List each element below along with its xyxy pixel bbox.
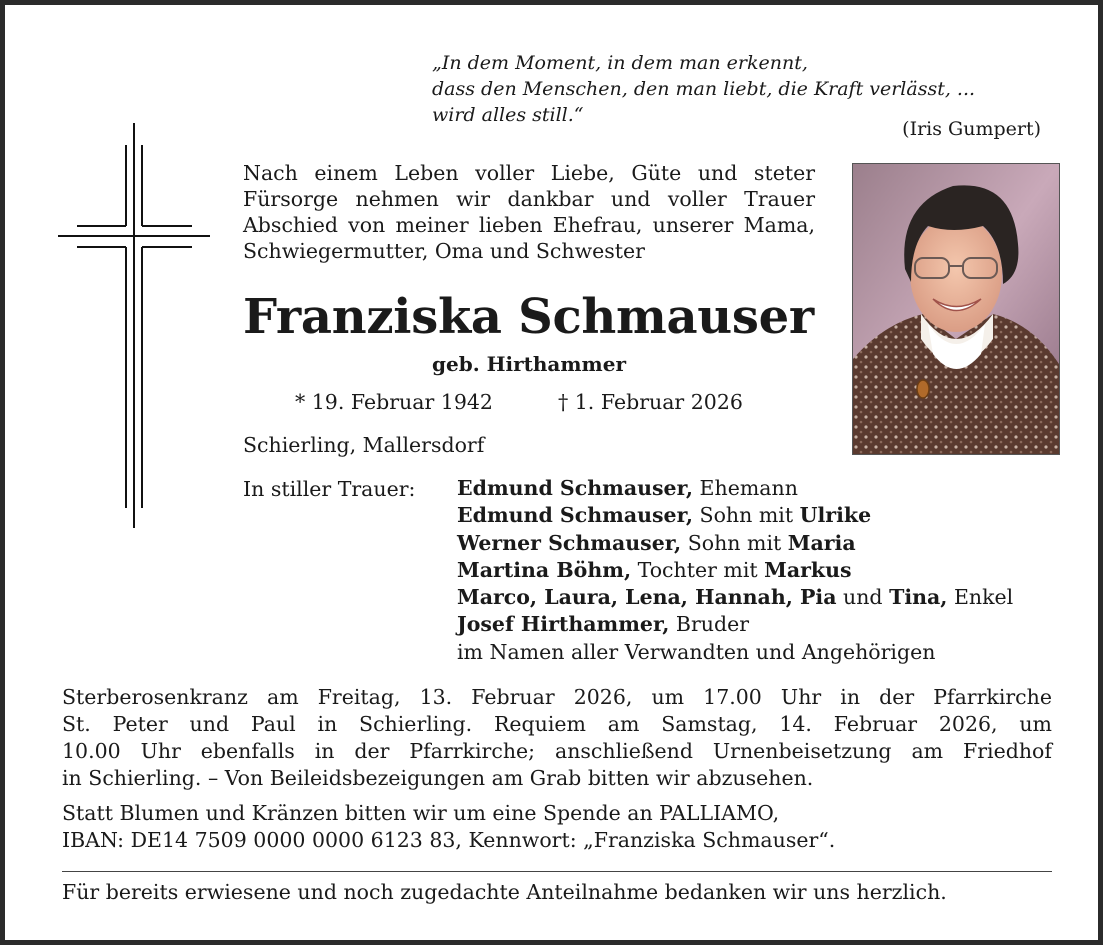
mourner-row	[457, 557, 1013, 584]
notice-line: Sterberosenkranz am Freitag, 13. Februar 2026, um 17.00 Uhr in der Pfarrkirche	[62, 685, 1052, 709]
mourner-row	[457, 475, 1013, 502]
funeral-notice	[62, 684, 1052, 792]
quote-author: (Iris Gumpert)	[902, 118, 1041, 140]
mourner-row	[457, 611, 1013, 638]
mourner-relation: Enkel	[947, 585, 1014, 610]
mourner-name: Tina,	[889, 585, 948, 610]
birth-date: * 19. Februar 1942	[295, 390, 493, 414]
quote-line: „In dem Moment, in dem man erkennt,	[432, 52, 808, 74]
maiden-name: geb. Hirthammer	[432, 352, 626, 376]
place: Schierling, Mallersdorf	[243, 433, 485, 457]
mourner-names: Marco, Laura, Lena, Hannah, Pia	[457, 585, 837, 610]
mourner-row	[457, 530, 1013, 557]
donation-line: Statt Blumen und Kränzen bitten wir um eine Spende an PALLIAMO,	[62, 801, 780, 825]
mourner-relation: Ehemann	[693, 476, 798, 500]
deceased-name: Franziska Schmauser	[243, 289, 814, 345]
mourner-relation: Sohn mit	[693, 503, 800, 528]
mourner-conjunction: und	[836, 585, 890, 610]
mourner-partner: Maria	[787, 530, 856, 555]
donation-notice	[62, 800, 1052, 854]
mourner-name: Werner Schmauser,	[457, 530, 682, 555]
quote-line: wird alles still.“	[432, 104, 584, 126]
donation-line: IBAN: DE14 7509 0000 0000 6123 83, Kennwort: „Franziska Schmauser“.	[62, 828, 836, 852]
mourners-list	[457, 475, 1013, 666]
intro-text: Nach einem Leben voller Liebe, Güte und steter Fürsorge nehmen wir dankbar und voller Trauer Abschied von meiner lieben Ehefrau, unserer Mama, Schwiegermutter, Oma und Schwester	[243, 161, 815, 263]
notice-line: St. Peter und Paul in Schierling. Requiem am Samstag, 14. Februar 2026, um	[62, 712, 1052, 736]
mourners-label: In stiller Trauer:	[243, 477, 416, 501]
cross-icon	[55, 123, 215, 533]
mourner-row	[457, 502, 1013, 529]
mourner-name: Edmund Schmauser,	[457, 476, 694, 500]
mourner-name: Josef Hirthammer,	[457, 612, 670, 637]
mourner-relation: Bruder	[669, 612, 750, 637]
portrait-illustration	[853, 164, 1059, 454]
mourner-relation: Tochter mit	[631, 557, 765, 582]
quote-line: dass den Menschen, den man liebt, die Kraft verlässt, ...	[432, 78, 976, 100]
thanks-text: Für bereits erwiesene und noch zugedachte Anteilnahme bedanken wir uns herzlich.	[62, 880, 947, 904]
death-date: † 1. Februar 2026	[558, 390, 743, 414]
mourner-row: im Namen aller Verwandten und Angehörigen	[457, 639, 936, 664]
mourner-name: Martina Böhm,	[457, 557, 632, 582]
mourner-name: Edmund Schmauser,	[457, 503, 694, 528]
notice-line: in Schierling. – Von Beileidsbezeigungen am Grab bitten wir abzusehen.	[62, 766, 814, 790]
portrait-photo	[852, 163, 1060, 455]
mourner-partner: Markus	[764, 557, 852, 582]
mourner-partner: Ulrike	[799, 503, 872, 528]
divider	[62, 871, 1052, 872]
mourner-row	[457, 584, 1013, 611]
mourner-relation: Sohn mit	[681, 530, 788, 555]
notice-line: 10.00 Uhr ebenfalls in der Pfarrkirche; anschließend Urnenbeisetzung am Friedhof	[62, 739, 1052, 763]
